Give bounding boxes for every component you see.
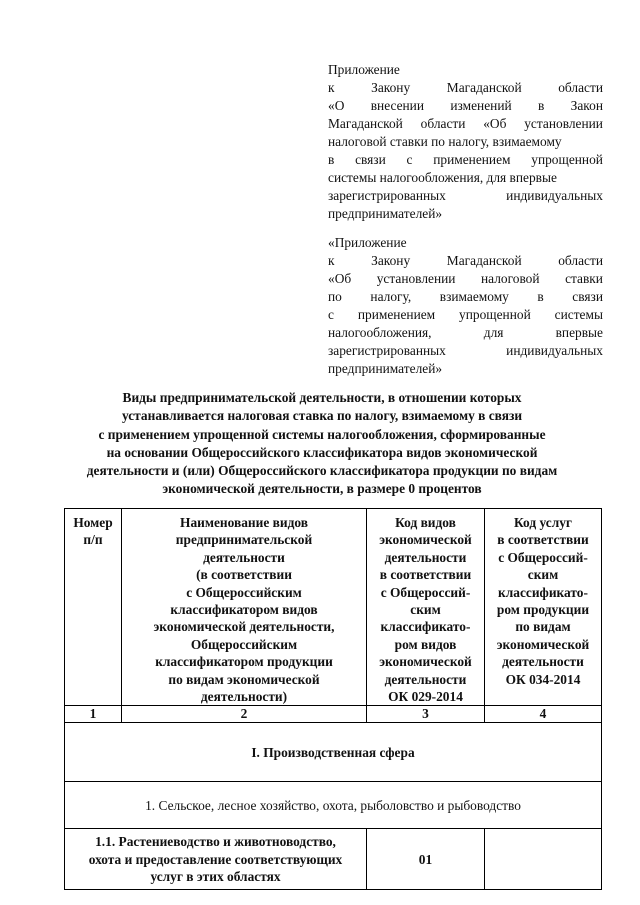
header-line: деятельности — [502, 654, 584, 670]
appendix-word: «Об — [483, 116, 507, 131]
column-number: 1 — [65, 706, 122, 723]
column-number: 4 — [485, 706, 602, 723]
header-line: в соответствии — [497, 532, 589, 548]
appendix-word: системы — [554, 307, 603, 322]
header-line: деятельности) — [200, 689, 288, 705]
appendix-line — [328, 324, 603, 342]
appendix-line — [328, 169, 603, 187]
appendix-word: применением — [357, 307, 436, 322]
header-line: по видам — [515, 619, 571, 635]
header-line: с Общероссийским — [186, 584, 302, 600]
appendix-word: Магаданской — [446, 253, 522, 268]
appendix-word: области — [558, 253, 603, 268]
header-line: классификато- — [380, 619, 471, 635]
header-line: с Общероссий- — [380, 584, 471, 600]
appendix-word: к — [328, 80, 335, 95]
header-line: классификато- — [498, 584, 588, 600]
appendix-line — [328, 270, 603, 288]
title-line: Виды предпринимательской деятельности, в отношении которых — [122, 390, 522, 405]
header-line: ром видов — [394, 636, 457, 652]
header-line: ским — [410, 602, 441, 618]
header-line: ским — [527, 567, 559, 583]
appendix-line — [328, 234, 603, 252]
appendix-word: по — [328, 289, 342, 304]
appendix-line — [328, 288, 603, 306]
appendix-word: системы налогообложения, для впервые — [328, 170, 557, 185]
title-line: экономической деятельности, в размере 0 процентов — [162, 481, 482, 497]
header-line: с Общероссий- — [498, 549, 588, 565]
title-line: деятельности и (или) Общероссийского классификатора продукции по видам — [86, 463, 558, 479]
header-line: Наименование видов — [180, 515, 308, 530]
appendix-word: установлении — [524, 116, 603, 131]
appendix-word: для — [483, 325, 504, 340]
subsection-row — [65, 782, 602, 829]
appendix-word: зарегистрированных — [328, 188, 446, 203]
appendix-word: «Об — [328, 271, 352, 286]
section-heading: I. Производственная сфера — [65, 723, 602, 782]
appendix-word: налоговой ставки по налогу, взимаемому — [328, 134, 562, 149]
header-line: Код услуг — [514, 515, 572, 530]
appendix-line — [328, 79, 603, 97]
appendix-word: предпринимателей» — [328, 206, 443, 221]
service-code-cell — [485, 829, 602, 890]
appendix-word: ставки — [565, 271, 603, 286]
activity-name-line: услуг в этих областях — [150, 869, 281, 885]
appendix-word: к — [328, 253, 335, 268]
appendix-line — [328, 97, 603, 115]
title-line: на основании Общероссийского классификатора видов экономической — [106, 444, 538, 460]
column-number: 2 — [122, 706, 367, 723]
header-line: ОК 029-2014 — [388, 689, 463, 705]
section-row — [65, 723, 602, 782]
header-activity-code — [367, 509, 485, 706]
header-line: по видам экономической — [168, 671, 320, 687]
appendix-word: с — [328, 307, 334, 322]
appendix-word: в — [328, 152, 335, 167]
header-service-code — [485, 509, 602, 706]
appendix-word: изменений — [450, 98, 512, 113]
appendix-note-2 — [328, 234, 603, 378]
title-line: устанавливается налоговая ставка по налогу, взимаемому в связи — [121, 408, 523, 424]
header-line: экономической деятельности, — [153, 619, 335, 635]
appendix-word: Приложение — [328, 62, 400, 77]
title-line: с применением упрощенной системы налогообложения, сформированные — [98, 426, 546, 442]
appendix-word: взимаемому — [439, 289, 509, 304]
appendix-line — [328, 151, 603, 169]
header-line: Номер — [73, 515, 113, 530]
header-line: предпринимательской — [175, 532, 313, 548]
appendix-line — [328, 306, 603, 324]
column-number: 3 — [367, 706, 485, 723]
activity-code-cell: 01 — [367, 829, 485, 890]
header-line: экономической — [496, 636, 590, 652]
header-number — [65, 509, 122, 706]
appendix-line — [328, 187, 603, 205]
header-line: ОК 034-2014 — [505, 671, 581, 687]
appendix-word: внесении — [370, 98, 425, 113]
appendix-note-1 — [328, 61, 603, 223]
appendix-word: связи — [572, 289, 603, 304]
appendix-word: в — [537, 98, 545, 113]
appendix-word: упрощенной — [531, 152, 603, 167]
subsection-heading: 1. Сельское, лесное хозяйство, охота, рыболовство и рыбоводство — [65, 782, 602, 829]
document-title — [60, 389, 584, 499]
appendix-word: налогу, — [370, 289, 412, 304]
activity-table — [64, 508, 602, 890]
appendix-word: индивидуальных — [506, 188, 603, 203]
appendix-word: «Приложение — [328, 235, 407, 250]
appendix-word: применением — [433, 152, 511, 167]
appendix-word: связи — [355, 152, 386, 167]
appendix-line — [328, 115, 603, 133]
appendix-word: области — [558, 80, 603, 95]
appendix-word: «О — [328, 98, 345, 113]
appendix-word: в — [537, 289, 544, 304]
appendix-word: Закон — [570, 98, 603, 113]
activity-name-line: 1.1. Растениеводство и животноводство, — [95, 834, 336, 850]
appendix-word: Закону — [371, 253, 411, 268]
header-line: экономической — [379, 654, 472, 670]
header-line: (в соответствии — [196, 567, 292, 583]
appendix-line — [328, 360, 603, 378]
header-line: деятельности — [384, 549, 467, 565]
activity-name-line: охота и предоставление соответствующих — [88, 851, 343, 867]
header-line: деятельности — [203, 549, 285, 565]
header-activity-name — [122, 509, 367, 706]
appendix-word: Закону — [371, 80, 411, 95]
header-line: в соответствии — [379, 567, 472, 583]
appendix-line — [328, 61, 603, 79]
header-line: деятельности — [384, 671, 467, 687]
table-row — [65, 829, 602, 890]
appendix-line — [328, 342, 603, 360]
appendix-word: индивидуальных — [506, 343, 603, 358]
appendix-word: области — [420, 116, 466, 131]
header-line: экономической — [379, 532, 472, 548]
appendix-word: Магаданской — [446, 80, 522, 95]
appendix-word: с — [406, 152, 413, 167]
header-line: классификатором видов — [170, 602, 318, 618]
header-line: Код видов — [395, 515, 456, 530]
header-line: Общероссийским — [190, 636, 298, 652]
header-line: ром продукции — [496, 602, 590, 618]
appendix-line — [328, 205, 603, 223]
appendix-word: зарегистрированных — [328, 343, 446, 358]
header-line: классификатором продукции — [155, 654, 333, 670]
appendix-word: упрощенной — [459, 307, 531, 322]
appendix-line — [328, 252, 603, 270]
appendix-word: налогообложения, — [328, 325, 432, 340]
appendix-line — [328, 133, 603, 151]
appendix-word: Магаданской — [328, 116, 403, 131]
header-line: п/п — [83, 532, 103, 548]
appendix-word: впервые — [555, 325, 603, 340]
table-header-row — [65, 509, 602, 706]
appendix-word: установлении — [376, 271, 456, 286]
column-number-row — [65, 706, 602, 723]
appendix-word: налоговой — [480, 271, 540, 286]
activity-name-cell — [65, 829, 367, 890]
appendix-word: предпринимателей» — [328, 361, 443, 376]
